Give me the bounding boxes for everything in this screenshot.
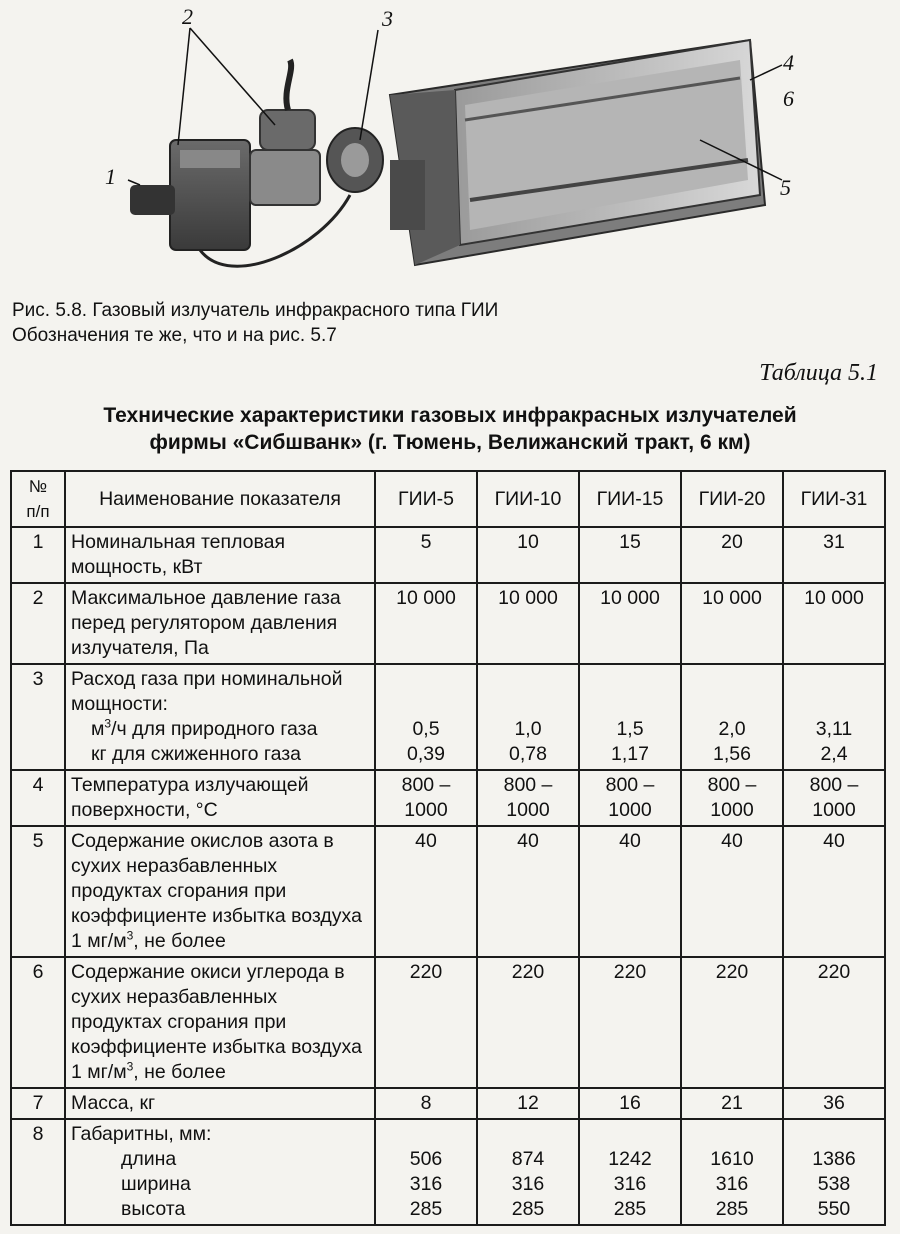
row-value: 800 – 1000 [579, 770, 681, 826]
row-value: 8 [375, 1088, 477, 1119]
row-value: 20 [681, 527, 783, 583]
row-name [65, 664, 375, 770]
row-value: 800 – 1000 [681, 770, 783, 826]
row-value: 1,5 1,17 [579, 664, 681, 770]
header-name: Наименование показателя [65, 471, 375, 527]
row-num: 3 [11, 664, 65, 770]
table-row [11, 664, 885, 770]
row-sub-liquefied-gas: кг для сжиженного газа [91, 743, 302, 765]
emitter-figure [60, 0, 900, 290]
header-model: ГИИ-5 [375, 471, 477, 527]
figure-caption [12, 298, 498, 348]
header-model: ГИИ-15 [579, 471, 681, 527]
table-row [11, 583, 885, 664]
table-row [11, 527, 885, 583]
callout-5: 5 [780, 175, 791, 200]
row-value: 800 – 1000 [783, 770, 885, 826]
row-value: 40 [375, 826, 477, 957]
row-sub-width: ширина [121, 1173, 191, 1195]
row-name-main: Расход газа при номинальной мощности: [71, 668, 343, 715]
table-row [11, 1119, 885, 1225]
row-value: 874 316 285 [477, 1119, 579, 1225]
header-model: ГИИ-10 [477, 471, 579, 527]
callout-4: 4 [783, 50, 794, 75]
row-value: 40 [477, 826, 579, 957]
header-model: ГИИ-31 [783, 471, 885, 527]
row-num: 5 [11, 826, 65, 957]
row-value: 36 [783, 1088, 885, 1119]
table-title-line-2: фирмы «Сибшванк» (г. Тюмень, Велижанский тракт, 6 км) [149, 431, 751, 454]
table-label: Таблица 5.1 [759, 360, 878, 386]
row-value: 506 316 285 [375, 1119, 477, 1225]
row-name: Максимальное давление газа перед регулятором давления излучателя, Па [65, 583, 375, 664]
row-sub-natural-gas: $м^3/ч$ для природного газа [91, 716, 318, 740]
row-num: 7 [11, 1088, 65, 1119]
row-name-main: Габаритны, мм: [71, 1123, 212, 1145]
row-value: 40 [681, 826, 783, 957]
row-value: 2,0 1,56 [681, 664, 783, 770]
row-value: 40 [783, 826, 885, 957]
row-value: 220 [783, 957, 885, 1088]
table-row [11, 1088, 885, 1119]
callout-1: 1 [105, 164, 116, 189]
row-name: Номинальная тепловая мощность, кВт [65, 527, 375, 583]
row-value: 220 [681, 957, 783, 1088]
table-title [0, 402, 900, 456]
row-value: 3,11 2,4 [783, 664, 885, 770]
row-value: 21 [681, 1088, 783, 1119]
row-value: 800 – 1000 [375, 770, 477, 826]
row-value: 16 [579, 1088, 681, 1119]
row-value: 10 [477, 527, 579, 583]
row-name: Содержание окислов азота в сухих неразбавленных продуктах сгорания при коэффициенте избытка воздуха 1 $мг/м^3$, не более [65, 826, 375, 957]
callout-2: 2 [182, 4, 193, 29]
header-num: № п/п [11, 471, 65, 527]
row-value: 10 000 [375, 583, 477, 664]
row-value: 220 [579, 957, 681, 1088]
callout-6: 6 [783, 86, 794, 111]
row-value: 12 [477, 1088, 579, 1119]
row-value: 5 [375, 527, 477, 583]
row-value: 1,0 0,78 [477, 664, 579, 770]
row-value: 1610 316 285 [681, 1119, 783, 1225]
row-value: 10 000 [579, 583, 681, 664]
row-num: 6 [11, 957, 65, 1088]
row-value: 1386 538 550 [783, 1119, 885, 1225]
row-value: 15 [579, 527, 681, 583]
row-sub-height: высота [121, 1198, 186, 1220]
caption-line-1: Рис. 5.8. Газовый излучатель инфракрасного типа ГИИ [12, 300, 499, 321]
row-name [65, 1119, 375, 1225]
table-title-line-1: Технические характеристики газовых инфракрасных излучателей [103, 404, 797, 427]
table-row [11, 826, 885, 957]
row-num: 1 [11, 527, 65, 583]
table-row [11, 957, 885, 1088]
row-num: 2 [11, 583, 65, 664]
emitter-illustration [60, 0, 900, 290]
row-sub-length: длина [121, 1148, 177, 1170]
row-value: 40 [579, 826, 681, 957]
row-num: 8 [11, 1119, 65, 1225]
row-name: Температура излучающей поверхности, °С [65, 770, 375, 826]
row-value: 0,5 0,39 [375, 664, 477, 770]
table-row [11, 770, 885, 826]
table-header-row [11, 471, 885, 527]
row-value: 10 000 [477, 583, 579, 664]
spec-table [10, 470, 886, 1226]
row-num: 4 [11, 770, 65, 826]
row-value: 10 000 [681, 583, 783, 664]
header-model: ГИИ-20 [681, 471, 783, 527]
row-name: Содержание окиси углерода в сухих неразбавленных продуктах сгорания при коэффициенте избытка воздуха 1 $мг/м^3$, не более [65, 957, 375, 1088]
row-name: Масса, кг [65, 1088, 375, 1119]
row-value: 10 000 [783, 583, 885, 664]
caption-line-2: Обозначения те же, что и на рис. 5.7 [12, 325, 337, 346]
row-value: 220 [477, 957, 579, 1088]
callout-3: 3 [382, 6, 393, 31]
row-value: 1242 316 285 [579, 1119, 681, 1225]
row-value: 800 – 1000 [477, 770, 579, 826]
row-value: 31 [783, 527, 885, 583]
row-value: 220 [375, 957, 477, 1088]
